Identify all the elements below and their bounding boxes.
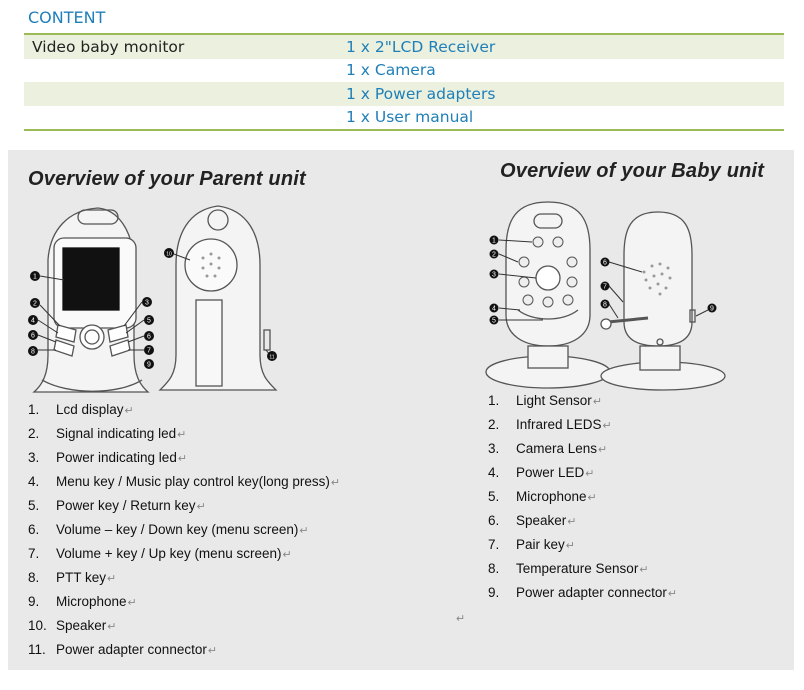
list-item <box>28 618 117 633</box>
callout-number: 3 <box>492 271 496 279</box>
list-item <box>28 594 137 609</box>
callout-number: 2 <box>33 300 37 308</box>
return-mark-icon: ↵ <box>127 597 137 609</box>
table-row <box>24 35 784 59</box>
item-label: Infrared LEDS <box>516 417 602 432</box>
value-cell: 1 x User manual <box>346 108 474 127</box>
callout-number: 7 <box>147 347 151 355</box>
item-number: 3. <box>488 441 500 456</box>
list-item <box>28 642 217 657</box>
list-item <box>28 546 292 561</box>
list-item <box>28 450 187 465</box>
callout-number: 3 <box>145 299 149 307</box>
callout-number: 7 <box>603 283 607 291</box>
item-label: PTT key <box>56 570 107 585</box>
item-label: Signal indicating led <box>56 426 177 441</box>
item-number: 6. <box>28 522 40 537</box>
item-label: Lcd display <box>56 402 124 417</box>
callout-number: 6 <box>147 333 151 341</box>
list-item <box>488 441 607 456</box>
return-mark-icon: ↵ <box>587 492 597 504</box>
list-item <box>488 465 595 480</box>
item-label: Volume + key / Up key (menu screen) <box>56 546 282 561</box>
item-label: Power indicating led <box>56 450 177 465</box>
list-item <box>488 513 577 528</box>
return-mark-icon: ↵ <box>585 468 595 480</box>
return-mark-icon: ↵ <box>177 429 187 441</box>
item-label: Power adapter connector <box>56 642 207 657</box>
item-label: Volume – key / Down key (menu screen) <box>56 522 299 537</box>
item-label: Speaker <box>56 618 107 633</box>
item-number: 7. <box>28 546 40 561</box>
table-row <box>24 106 784 130</box>
content-table <box>24 33 784 131</box>
item-number: 11. <box>28 642 46 657</box>
return-mark-icon: ↵ <box>567 516 577 528</box>
list-item <box>28 570 116 585</box>
item-label: Camera Lens <box>516 441 598 456</box>
item-label: Menu key / Music play control key(long press) <box>56 474 330 489</box>
table-row <box>24 82 784 106</box>
item-label: Microphone <box>516 489 587 504</box>
list-item <box>488 489 597 504</box>
return-mark-icon: ↵ <box>124 405 134 417</box>
return-mark-icon: ↵ <box>282 549 292 561</box>
value-cell: 1 x Camera <box>346 61 436 80</box>
callout-number: 10 <box>166 251 172 258</box>
return-mark-icon: ↵ <box>330 477 341 489</box>
parent-unit-back-illustration <box>160 206 276 390</box>
item-number: 10. <box>28 618 47 633</box>
item-label: Pair key <box>516 537 565 552</box>
callout-number: 1 <box>492 237 496 245</box>
item-label: Speaker <box>516 513 567 528</box>
return-mark-icon: ↵ <box>196 501 206 513</box>
return-mark-icon: ↵ <box>299 525 309 537</box>
list-item <box>28 498 206 513</box>
item-label: Power adapter connector <box>516 585 667 600</box>
callout-number: 5 <box>147 317 151 325</box>
table-row <box>24 59 784 83</box>
return-mark-icon: ↵ <box>602 420 612 432</box>
callout-number: 6 <box>603 259 607 267</box>
item-label: Power key / Return key <box>56 498 196 513</box>
item-number: 5. <box>488 489 500 504</box>
return-mark-icon: ↵ <box>598 444 608 456</box>
content-title: CONTENT <box>28 8 106 27</box>
item-label: Microphone <box>56 594 127 609</box>
return-mark-icon: ↵ <box>177 453 188 465</box>
item-number: 9. <box>488 585 500 600</box>
callout-number: 9 <box>710 305 714 313</box>
item-number: 8. <box>28 570 40 585</box>
item-number: 4. <box>488 465 500 480</box>
list-item <box>488 393 602 408</box>
list-item <box>28 426 186 441</box>
parent-unit-heading: Overview of your Parent unit <box>28 168 306 190</box>
item-number: 3. <box>28 450 40 465</box>
baby-unit-back-illustration <box>601 212 725 390</box>
item-number: 6. <box>488 513 500 528</box>
item-number: 2. <box>28 426 40 441</box>
item-number: 9. <box>28 594 40 609</box>
item-number: 5. <box>28 498 40 513</box>
callout-number: 4 <box>31 317 35 325</box>
item-number: 8. <box>488 561 500 576</box>
baby-unit-front-illustration <box>486 202 610 388</box>
item-number: 4. <box>28 474 40 489</box>
paragraph-mark: ↵ <box>456 613 466 625</box>
callout-number: 9 <box>147 361 151 369</box>
item-number: 7. <box>488 537 500 552</box>
callout-number: 1 <box>33 273 37 281</box>
callout-number: 8 <box>31 348 35 356</box>
return-mark-icon: ↵ <box>107 621 117 633</box>
return-mark-icon: ↵ <box>592 396 603 408</box>
overview-panel <box>8 150 794 670</box>
return-mark-icon: ↵ <box>565 540 575 552</box>
item-label: Power LED <box>516 465 585 480</box>
callout-number: 11 <box>269 354 275 361</box>
callout-number: 8 <box>603 301 607 309</box>
return-mark-icon: ↵ <box>639 564 649 576</box>
item-number: 1. <box>488 393 500 408</box>
callout-number: 5 <box>492 317 496 325</box>
callout-number: 6 <box>31 332 35 340</box>
list-item <box>28 522 309 537</box>
list-item <box>488 561 649 576</box>
list-item <box>488 537 575 552</box>
value-cell: 1 x Power adapters <box>346 84 496 103</box>
item-cell: Video baby monitor <box>32 37 185 56</box>
list-item <box>28 402 134 417</box>
item-label: Light Sensor <box>516 393 592 408</box>
return-mark-icon: ↵ <box>667 588 678 600</box>
value-cell: 1 x 2"LCD Receiver <box>346 37 496 56</box>
callout-number: 4 <box>492 305 496 313</box>
list-item <box>28 474 340 489</box>
list-item <box>488 417 612 432</box>
baby-unit-heading: Overview of your Baby unit <box>500 160 765 182</box>
return-mark-icon: ↵ <box>207 645 218 657</box>
return-mark-icon: ↵ <box>107 573 117 585</box>
list-item <box>488 585 677 600</box>
item-label: Temperature Sensor <box>516 561 639 576</box>
callout-number: 2 <box>492 251 496 259</box>
item-number: 2. <box>488 417 500 432</box>
item-number: 1. <box>28 402 40 417</box>
